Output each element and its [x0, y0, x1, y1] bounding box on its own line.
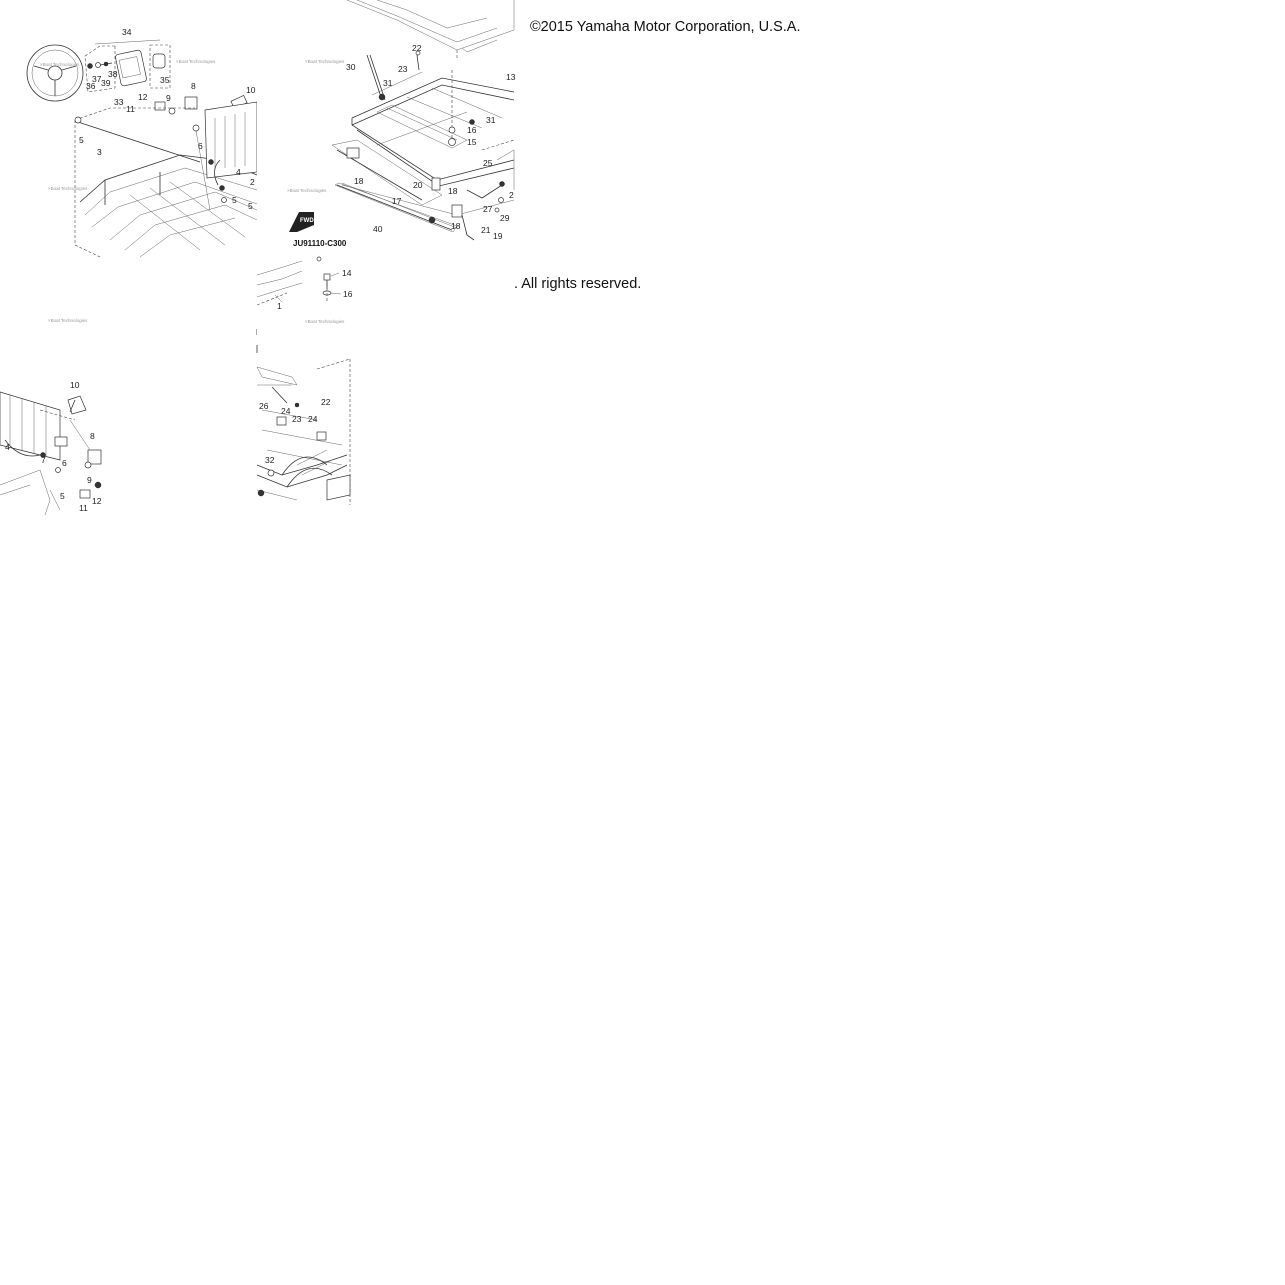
callout: 12: [92, 496, 102, 506]
callout: 11: [126, 104, 135, 114]
callout: 21: [481, 225, 491, 235]
callout: 2: [250, 177, 255, 187]
callout: 37: [92, 74, 102, 84]
diagram-rear-frame: [257, 315, 352, 505]
callout: 3: [97, 147, 102, 157]
svg-text:×Boat Technologies: ×Boat Technologies: [176, 59, 216, 64]
callout: 6: [62, 458, 67, 468]
callout: 20: [413, 180, 423, 190]
callout: 29: [500, 213, 510, 223]
callout: 36: [86, 81, 96, 91]
diagram-tile-tailgate-detail: [0, 300, 110, 515]
callout: 12: [138, 92, 148, 102]
callout: 7: [41, 455, 46, 465]
svg-text:×Boat Technologies: ×Boat Technologies: [287, 188, 327, 193]
callout: 8: [191, 81, 196, 91]
callout: 5: [248, 201, 253, 211]
diagram-tailgate-detail: [0, 300, 110, 515]
callout: 9: [87, 475, 92, 485]
callout: 34: [122, 27, 132, 37]
diagram-tile-bed-frame: [257, 0, 514, 257]
fwd-arrow-icon: [289, 212, 314, 232]
callout: 25: [483, 158, 493, 168]
callout: 1: [277, 301, 282, 311]
callout: 39: [101, 78, 111, 88]
callout: 31: [486, 115, 496, 125]
callout: 23: [398, 64, 408, 74]
callout: 10: [246, 85, 256, 95]
diagram-code: JU91110-C300: [293, 239, 347, 248]
callout: 26: [259, 401, 269, 411]
callout: 33: [114, 97, 124, 107]
callout: 23: [292, 414, 302, 424]
callout: 14: [342, 268, 352, 278]
callout: 2: [509, 190, 514, 200]
callout: 18: [451, 221, 461, 231]
callout: 11: [79, 503, 88, 513]
callout: 18: [354, 176, 364, 186]
callout: 16: [343, 289, 353, 299]
svg-text:×Boat Technologies: ×Boat Technologies: [305, 319, 345, 324]
callout: 17: [392, 196, 402, 206]
steering-wheel: [27, 45, 83, 101]
callout: 27: [483, 204, 493, 214]
callout: 35: [160, 75, 170, 85]
cargo-bed: [75, 102, 257, 257]
diagram-steering-and-bed: [0, 0, 257, 257]
copyright-text: ©2015 Yamaha Motor Corporation, U.S.A.: [530, 19, 801, 35]
callout: 31: [383, 78, 393, 88]
callout: 5: [60, 491, 65, 501]
svg-text:×Boat Technologies: ×Boat Technologies: [305, 59, 345, 64]
callout: 5: [232, 195, 237, 205]
callout: 16: [467, 125, 477, 135]
callout: 18: [448, 186, 458, 196]
svg-text:×Boat Technologies: ×Boat Technologies: [48, 318, 88, 323]
callout: 6: [198, 141, 203, 151]
callout: 4: [236, 167, 241, 177]
callout: 13: [506, 72, 516, 82]
callout: 15: [467, 137, 477, 147]
callout: 40: [373, 224, 383, 234]
callout: 4: [5, 442, 10, 452]
callout: 30: [346, 62, 356, 72]
callout: 8: [90, 431, 95, 441]
callout: 10: [70, 380, 80, 390]
svg-text:×Boat Technologies: ×Boat Technologies: [48, 186, 88, 191]
diagram-tile-steering-and-bed: [0, 0, 257, 257]
watermark: ×Boat Technologies: [40, 62, 80, 67]
callout: 24: [308, 414, 318, 424]
svg-text:FWD: FWD: [300, 218, 314, 224]
diagram-bed-frame: [257, 0, 514, 257]
callout: 24: [281, 406, 291, 416]
cover-panel: [115, 50, 147, 87]
callout: 22: [321, 397, 331, 407]
diagram-tile-rear-frame: [257, 315, 352, 505]
callout: 9: [166, 93, 171, 103]
callout: 5: [79, 135, 84, 145]
callout: 38: [108, 69, 118, 79]
callout: 32: [265, 455, 275, 465]
callout: 19: [493, 231, 503, 241]
rights-reserved-text: . All rights reserved.: [514, 276, 642, 292]
callout: 22: [412, 43, 422, 53]
